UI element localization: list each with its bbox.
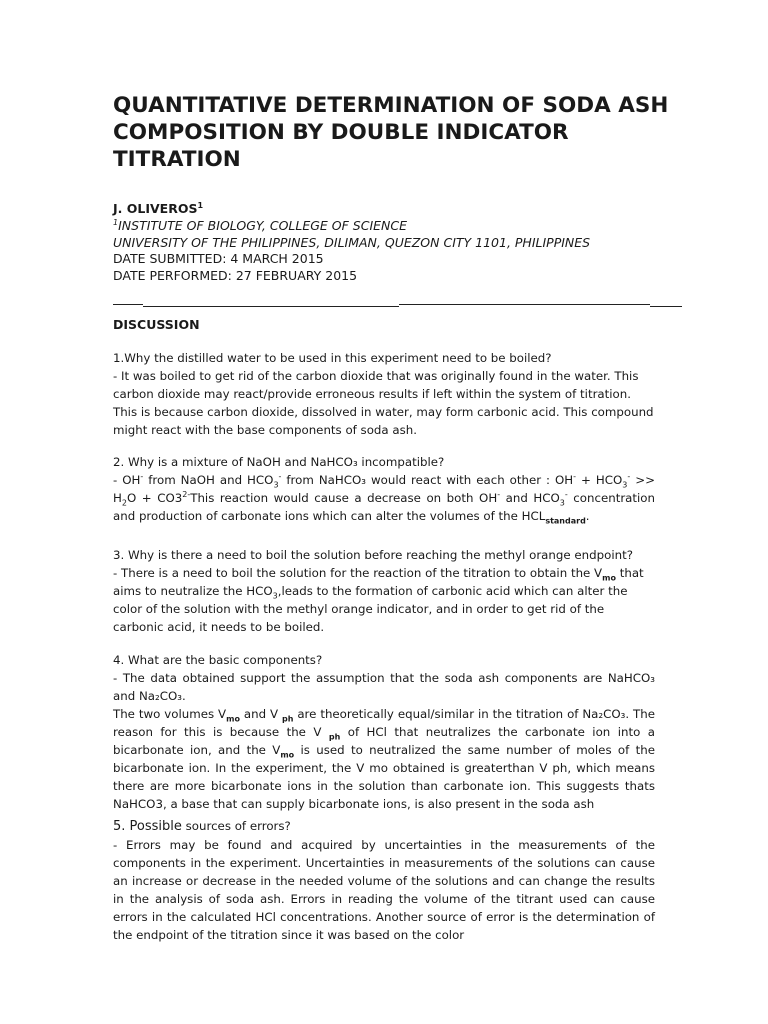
affiliation-university: UNIVERSITY OF THE PHILIPPINES, DILIMAN, QUEZON CITY 1101, PHILIPPINES — [113, 235, 591, 250]
separator-rule-3 — [399, 304, 650, 305]
q5-question: 5. Possible sources of errors? — [113, 819, 291, 834]
discussion-heading: DISCUSSION — [113, 317, 200, 332]
q5-answer: - Errors may be found and acquired by uncertainties in the measurements of the components in the experiment. Uncertainties in measurements of the solutions can cause an increase or decrease in the needed volume of the solutions and can change the results in the analysis of soda ash. Errors in reading the volume of the titrant used can cause errors in the calculated HCl concentrations. Another source of error is the determination of the endpoint of the titration since it was based on the color — [113, 838, 655, 942]
separator-rule-4 — [650, 306, 682, 307]
date-submitted: DATE SUBMITTED: 4 MARCH 2015 — [113, 251, 324, 266]
paper-title: QUANTITATIVE DETERMINATION OF SODA ASH COMPOSITION BY DOUBLE INDICATOR TITRATION — [113, 93, 669, 172]
institute-text: INSTITUTE OF BIOLOGY, COLLEGE OF SCIENCE — [118, 218, 408, 233]
q4-question: 4. What are the basic components? — [113, 653, 323, 667]
q4-answer-1: - The data obtained support the assumption that the soda ash components are NaHCO₃ and Na₂CO₃. — [113, 671, 655, 703]
question-5 — [113, 817, 655, 944]
question-2 — [113, 453, 655, 525]
author-name: J. OLIVEROS — [113, 201, 198, 216]
q2-answer: - OH- from NaOH and $HCO_3^-$ from NaHCO₃ would react with each other : $OH^- + HCO_3^- >> H_2O$ + $CO3^{2-}This$ reaction would cause a decrease on both OH- and $HCO_3^-$ concentration and production of carbonate ions which can alter the volumes of the $HCL_{standard}$. — [113, 472, 656, 526]
separator-rule-2 — [143, 306, 399, 307]
separator-rule-1 — [113, 304, 143, 305]
question-4 — [113, 651, 655, 813]
q1-answer: - It was boiled to get rid of the carbon dioxide that was originally found in the water. This carbon dioxide may react/provide erroneous results if left within the system of titration. This is because carbon dioxide, dissolved in water, may form carbonic acid. This compound might react with the base components of soda ash. — [113, 369, 654, 437]
q1-question: 1.Why the distilled water to be used in this experiment need to be boiled? — [113, 351, 552, 365]
date-performed: DATE PERFORMED: 27 FEBRUARY 2015 — [113, 268, 358, 283]
question-3 — [113, 546, 655, 636]
q4-answer-2: The two volumes $V_{mo}$ and V $_{ph}$ are theoretically equal/similar in the titration of Na₂CO₃. The reason for this is because the V $_{ph}$ of HCl that neutralizes the carbonate ion into a bicarbonate ion, and the $V_{mo}$ is used to neutralized the same number of moles of the bicarbonate ion. In the experiment, the V mo obtained is greaterthan V ph, which means there are more bicarbonate ions in the solution than carbonate ion. This suggests thats NaHCO3, a base that can supply bicarbonate ions, is also present in the soda ash — [113, 707, 656, 811]
affiliation-superscript: 1 — [113, 217, 119, 227]
question-1 — [113, 349, 655, 439]
q2-question: 2. Why is a mixture of NaOH and NaHCO₃ incompatible? — [113, 455, 445, 469]
author-superscript: 1 — [197, 200, 204, 210]
author-line — [113, 201, 203, 216]
q3-question: 3. Why is there a need to boil the solution before reaching the methyl orange endpoint? — [113, 548, 633, 562]
affiliation-institute — [113, 218, 673, 234]
q3-answer: - There is a need to boil the solution for the reaction of the titration to obtain the $V_{mo}$ that aims to neutralize the $HCO_3,leads$ to the formation of carbonic acid which can alter the color of the solution with the methyl orange indicator, and in order to get rid of the carbonic acid, it needs to be boiled. — [113, 566, 644, 634]
